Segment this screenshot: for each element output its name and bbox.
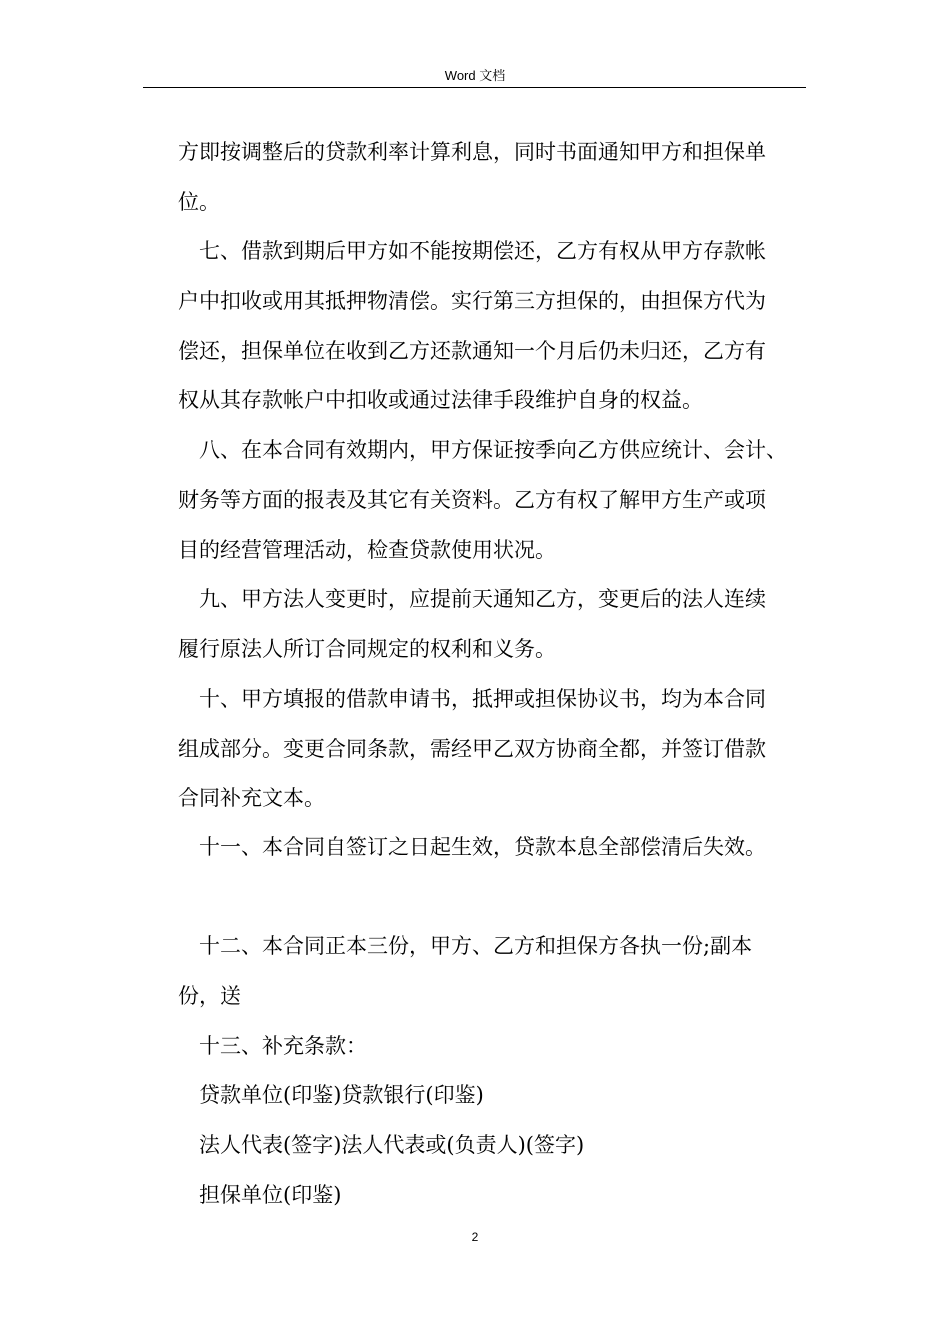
text-line: 位。: [178, 190, 220, 214]
text-line: 权从其存款帐户中扣收或通过法律手段维护自身的权益。: [178, 388, 703, 412]
text-line: 方即按调整后的贷款利率计算利息，同时书面通知甲方和担保单: [178, 140, 766, 164]
text-line: 偿还，担保单位在收到乙方还款通知一个月后仍未归还，乙方有: [178, 339, 766, 363]
text-line: 十三、补充条款：: [199, 1034, 367, 1058]
text-line: 户中扣收或用其抵押物清偿。实行第三方担保的，由担保方代为: [178, 289, 766, 313]
text-line: 履行原法人所订合同规定的权利和义务。: [178, 637, 556, 661]
text-line: 法人代表(签字)法人代表或(负责人)(签字): [199, 1133, 585, 1157]
text-line: 十、甲方填报的借款申请书，抵押或担保协议书，均为本合同: [199, 687, 766, 711]
text-line: 九、甲方法人变更时，应提前天通知乙方，变更后的法人连续: [199, 587, 766, 611]
text-line: 财务等方面的报表及其它有关资料。乙方有权了解甲方生产或项: [178, 488, 766, 512]
text-line: 担保单位(印鉴): [199, 1183, 342, 1207]
text-line: 八、在本合同有效期内，甲方保证按季向乙方供应统计、会计、: [199, 438, 787, 462]
text-line: 十二、本合同正本三份，甲方、乙方和担保方各执一份;副本: [199, 934, 753, 958]
text-line: 目的经营管理活动，检查贷款使用状况。: [178, 538, 556, 562]
text-line: 组成部分。变更合同条款，需经甲乙双方协商全都，并签订借款: [178, 737, 766, 761]
text-line: 贷款单位(印鉴)贷款银行(印鉴): [199, 1083, 484, 1107]
page-number: 2: [471, 1230, 479, 1244]
text-line: 七、借款到期后甲方如不能按期偿还，乙方有权从甲方存款帐: [199, 239, 766, 263]
text-line: 十一、本合同自签订之日起生效，贷款本息全部偿清后失效。: [199, 835, 766, 859]
text-line: 份，送: [178, 984, 241, 1008]
page-header-title: Word 文档: [444, 68, 506, 83]
header-divider: [143, 87, 806, 88]
text-line: 合同补充文本。: [178, 786, 325, 810]
